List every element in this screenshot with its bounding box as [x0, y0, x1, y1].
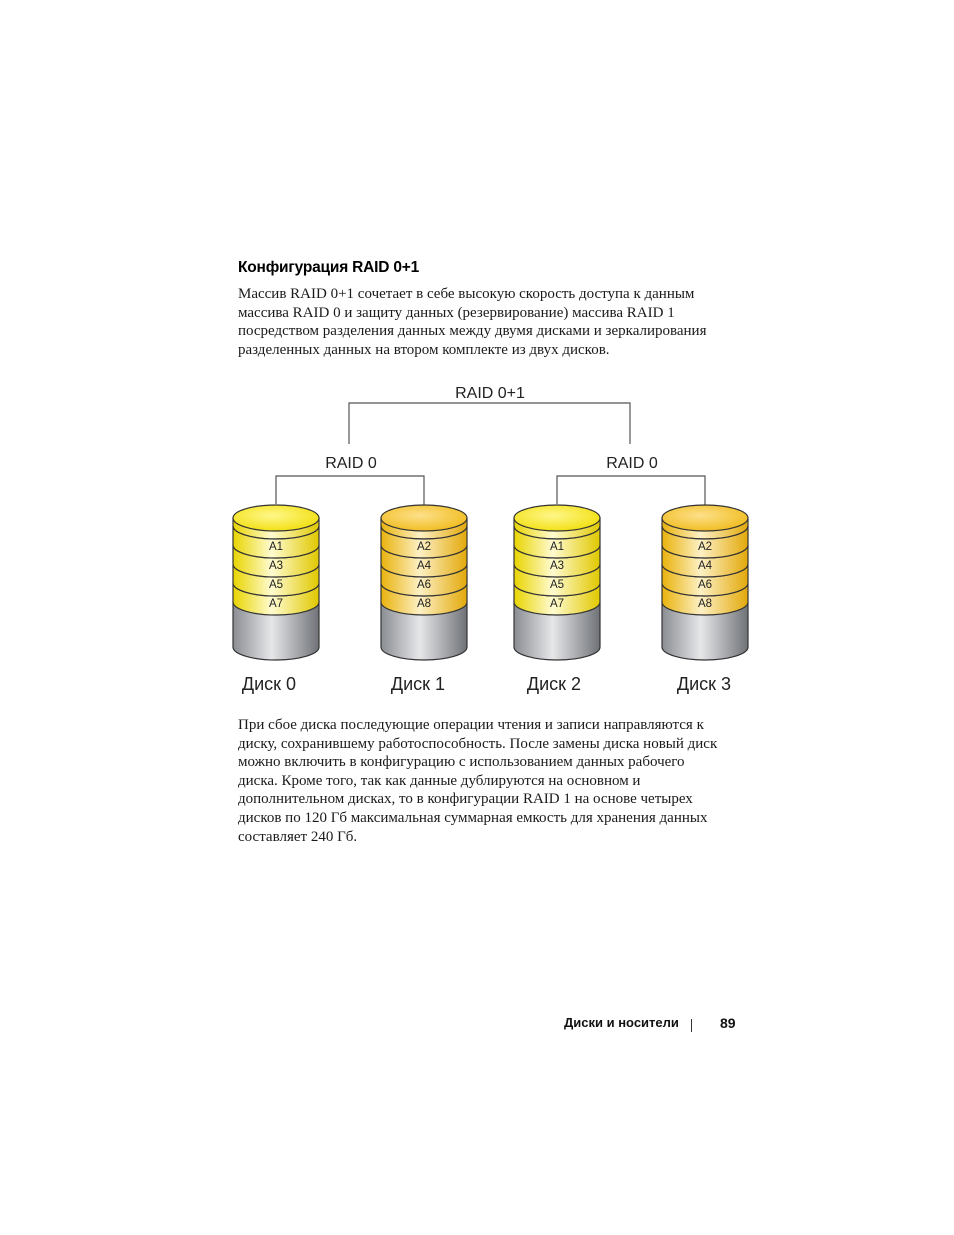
block-label: A6 — [697, 579, 713, 591]
body-line: дисков по 120 Гб максимальная суммарная емкость для хранения данных — [238, 809, 708, 826]
block-label: A1 — [549, 541, 565, 553]
body-line: диска. Кроме того, так как данные дублируются на основном и — [238, 772, 641, 789]
intro-line: посредством разделения данных между двумя дисками и зеркалирования — [238, 323, 707, 340]
disk-label: Диск 0 — [241, 674, 297, 694]
disk-top — [662, 505, 748, 531]
block-label: A5 — [268, 579, 284, 591]
disk-label: Диск 1 — [390, 674, 446, 694]
intro-line: Массив RAID 0+1 сочетает в себе высокую скорость доступа к данным — [238, 286, 695, 302]
block-label: A3 — [549, 560, 565, 572]
disk-cylinder — [662, 505, 748, 694]
body-line: диску, сохранившему работоспособность. После замены диска новый диск — [238, 735, 718, 752]
footer-title: Диски и носители — [564, 1015, 679, 1030]
body-line: можно включить в конфигурацию с использованием данных рабочего — [238, 754, 685, 771]
body-paragraph — [238, 716, 717, 846]
block-label: A7 — [268, 598, 284, 610]
block-label: A5 — [549, 579, 565, 591]
block-label: A2 — [416, 541, 432, 553]
footer-separator — [691, 1019, 692, 1032]
disk-cylinder — [233, 505, 319, 694]
raid01-label: RAID 0+1 — [455, 385, 525, 402]
disk-group — [233, 505, 748, 694]
block-label: A7 — [549, 598, 565, 610]
block-label: A4 — [416, 560, 432, 572]
body-line: составляет 240 Гб. — [238, 828, 358, 845]
block-label: A4 — [697, 560, 713, 572]
raid0-label: RAID 0 — [325, 455, 377, 472]
block-label: A3 — [268, 560, 284, 572]
disk-label: Диск 2 — [526, 674, 582, 694]
disk-label: Диск 3 — [676, 674, 732, 694]
block-label: A8 — [416, 598, 432, 610]
body-line: дополнительном дисках, то в конфигурации RAID 1 на основе четырех — [238, 791, 693, 808]
block-label: A6 — [416, 579, 432, 591]
disk-cylinder — [381, 505, 467, 694]
raid0-label: RAID 0 — [606, 455, 658, 472]
block-label: A1 — [268, 541, 284, 553]
intro-line: массива RAID 0 и защиту данных (резервирование) массива RAID 1 — [238, 304, 675, 321]
intro-line: разделенных данных на втором комплекте из двух дисков. — [238, 341, 610, 358]
disk-cylinder — [514, 505, 600, 694]
disk-top — [514, 505, 600, 531]
disk-top — [381, 505, 467, 531]
section-heading: Конфигурация RAID 0+1 — [238, 259, 420, 276]
block-label: A8 — [697, 598, 713, 610]
block-label: A2 — [697, 541, 713, 553]
body-line: При сбое диска последующие операции чтения и записи направляются к — [238, 717, 704, 733]
page-number: 89 — [720, 1015, 736, 1031]
disk-top — [233, 505, 319, 531]
